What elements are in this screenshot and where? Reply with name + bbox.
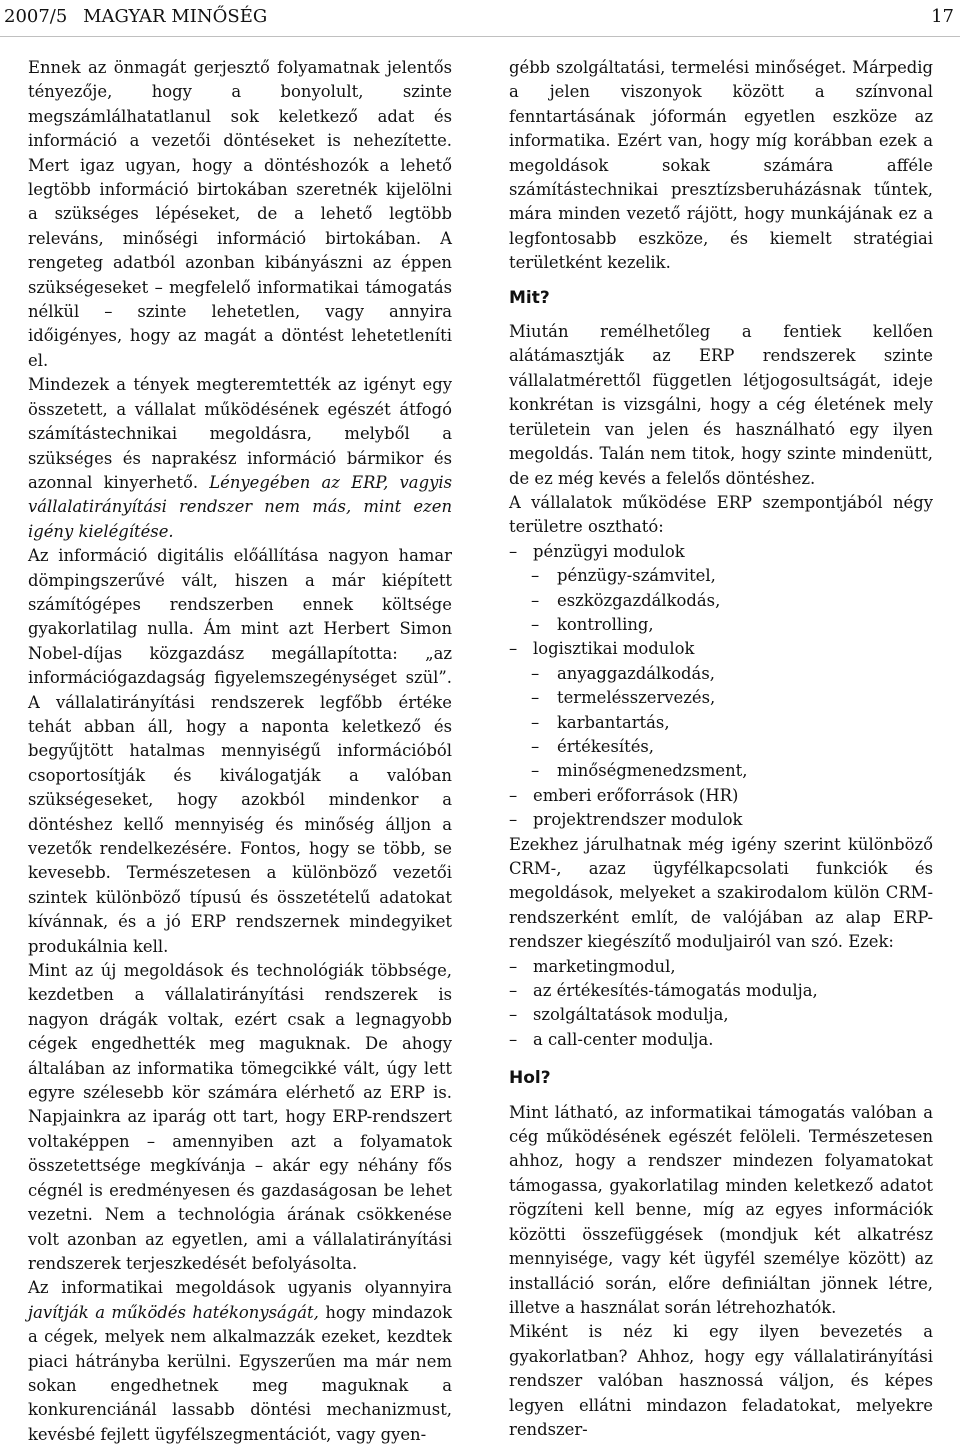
left-paragraph-2-emphasis: Lényegében az ERP, vagyis vállalatirányítási rendszer nem más, mint ezen igény kielégítése. [28, 472, 452, 541]
list-item [509, 564, 933, 588]
list-dash: – [531, 761, 540, 781]
list-dash: – [509, 956, 518, 976]
list-item [509, 979, 933, 1003]
list-item [509, 1003, 933, 1027]
heading-mit: Mit? [509, 287, 550, 308]
list-item [509, 1028, 933, 1052]
list-item-text: pénzügy-számvitel, [557, 566, 716, 586]
list-item [509, 955, 933, 979]
right-paragraph-4: Ezekhez járulhatnak még igény szerint különböző CRM-, azaz ügyfélkapcsolati funkciók és megoldások, melyeket a szakirodalom külön CRM-rendszerként említ, de valójában az alap ERP-rendszer kiegészítő moduljairól van szó. Ezek: [509, 834, 933, 952]
list-item-text: anyaggazdálkodás, [557, 663, 715, 683]
left-column [28, 56, 452, 1447]
left-paragraph-5-text-c: hogy mindazok a cégek, melyek nem alkalmazzák ezeket, kezdtek piaci hátrányba kerülni. Egyszerűen ma már nem sokan engedhetnek meg maguknak a konkurenciánál lassabb döntési mechanizmust, kevésbé fejlett ügyfélszegmentációt, vagy gyen- [28, 1302, 452, 1444]
list-dash: – [531, 566, 540, 586]
list-item [509, 735, 933, 759]
heading-hol: Hol? [509, 1068, 551, 1089]
list-item [509, 759, 933, 783]
list-item-text: karbantartás, [557, 712, 670, 732]
right-paragraph-1: gébb szolgáltatási, termelési minőséget. Márpedig a jelen viszonyok között a színvonal fenntartásának jóformán egyetlen eszköze az informatika. Ezért van, hogy míg korábban ezek a megoldások sokak számára afféle számítástechnikai presztízsberuházásnak tűntek, mára minden vezető rájött, hogy munkájának ez a legfontosabb eszköze, és kiemelt stratégiai területként kezelik. [509, 58, 933, 273]
list-item-text: eszközgazdálkodás, [557, 590, 721, 610]
left-paragraph-4: Mint az új megoldások és technológiák többsége, kezdetben a vállalatirányítási rendszerek is nagyon drágák voltak, ezért csak a legnagyobb cégek engedhették meg maguknak. De ahogy általában az informatika tömegcikké vált, úgy lett egyre szélesebb kör számára elérhető az ERP is. Napjainkra az iparág ott tart, hogy ERP-rendszert voltaképpen – amennyiben azt a folyamatok összetettsége megkívánja – akár egy néhány fős cégnél is eredményesen és gazdaságosan be lehet vezetni. Nem a technológia árának csökkenése volt azonban az egyetlen, ami a vállalatirányítási rendszerek terjeszkedését befolyásolta. [28, 961, 452, 1273]
erp-areas-list [509, 540, 933, 833]
left-paragraph-3: Az információ digitális előállítása nagyon hamar dömpingszerűvé vált, hiszen a már kiépített számítógépes rendszerben ennek költsége gyakorlatilag nulla. Ám mint azt Herbert Simon Nobel-díjas közgazdász megállapította: „az információgazdagság figyelemszegénységet szül”. A vállalatirányítási rendszerek legfőbb értéke tehát abban áll, hogy a naponta keletkező és begyűjtött hatalmas mennyiségű információból csoportosítják és kiválogatják a valóban szükségeseket, hogy azokból mindenkor a döntéshez kellő mennyiség és minőség álljon a vezetők rendelkezésére. Fontos, hogy se több, se kevesebb. Természetesen a különböző vezetői szintek különböző típusú és összetételű adatokat kívánnak, és a jó ERP rendszernek mindegyiket produkálnia kell. [28, 546, 452, 956]
left-paragraph-5-emphasis: javítják a működés hatékonyságát, [28, 1302, 319, 1322]
list-item [509, 613, 933, 637]
list-dash: – [509, 541, 518, 561]
list-dash: – [531, 736, 540, 756]
right-paragraph-3: A vállalatok működése ERP szempontjából négy területre osztható: [509, 492, 933, 537]
header-journal: MAGYAR MINŐSÉG [83, 6, 268, 27]
right-paragraph-2: Miután remélhetőleg a fentiek kellően alátámasztják az ERP rendszerek szinte vállalatmérettől független létjogosultságát, ideje konkrétan is vizsgálni, hogy a cég életének mely területein van jelen és használható egy ilyen megoldás. Talán nem titok, hogy szinte mindenütt, de ez még kevés a felelős döntéshez. [509, 322, 933, 488]
list-item [509, 784, 933, 808]
list-dash: – [509, 981, 518, 1001]
list-item-text: projektrendszer modulok [533, 810, 743, 830]
crm-modules-list [509, 955, 933, 1053]
right-paragraph-6: Miként is néz ki egy ilyen bevezetés a gyakorlatban? Ahhoz, hogy egy vállalatirányítási rendszer valóban hasznossá váljon, és képes legyen ellátni mindazon feladatokat, melyekre rendszer- [509, 1322, 933, 1439]
list-dash: – [509, 639, 518, 659]
list-item [509, 711, 933, 735]
left-paragraph-1: Ennek az önmagát gerjesztő folyamatnak jelentős tényezője, hogy a bonyolult, szinte megszámlálhatatlanul sok keletkező adat és információ a vezetői döntéseket is nehezítette. Mert igaz ugyan, hogy a döntéshozók a lehető legtöbb információ birtokában szeretnék kijelölni a szükséges lépéseket, de a lehető legtöbb releváns, minőségi információ birtokában. A rengeteg adatból azonban kibányászni az éppen szükségeseket – megfelelő informatikai támogatás nélkül – szinte lehetetlen, vagy annyira időigényes, hogy az magát a döntést lehetetleníti el. [28, 58, 452, 370]
list-item-text: az értékesítés-támogatás modulja, [533, 981, 818, 1001]
left-paragraph-5-text-a: Az informatikai megoldások ugyanis olyannyira [28, 1278, 452, 1298]
header-issue-title [4, 6, 267, 27]
list-item-text: értékesítés, [557, 736, 655, 756]
left-paragraph-2-text: Mindezek a tények megteremtették az igényt egy összetett, a vállalat működésének egészét átfogó számítástechnikai megoldásra, melyből a szükséges és naprakész információ bármikor és azonnal kinyerhető. [28, 375, 452, 492]
list-dash: – [531, 663, 540, 683]
list-item [509, 540, 933, 564]
list-item [509, 686, 933, 710]
header-page-number: 17 [931, 6, 954, 27]
list-dash: – [509, 810, 518, 830]
list-dash: – [531, 712, 540, 732]
left-paragraph-2 [28, 373, 452, 544]
right-paragraph-5: Mint látható, az informatikai támogatás valóban a cég működésének egészét felöleli. Természetesen ahhoz, hogy a rendszer mindezen folyamatokat támogassa, gyakorlatilag minden keletkező adatot rögzíteni kell benne, míg az egyes információk közötti összefüggések (mondjuk két alkatrész mennyisége, vagy két ügyfél személye között) az installáció során, előre definiáltan jönnek létre, illetve a használat során létrehozhatók. [509, 1102, 933, 1317]
left-paragraph-5 [28, 1276, 452, 1447]
list-dash: – [531, 688, 540, 708]
list-item-text: marketingmodul, [533, 956, 676, 976]
list-item-text: a call-center modulja. [533, 1029, 714, 1049]
list-item-text: kontrolling, [557, 614, 654, 634]
list-item-text: emberi erőforrások (HR) [533, 785, 739, 805]
list-dash: – [531, 590, 540, 610]
list-item [509, 662, 933, 686]
list-item-text: szolgáltatások modulja, [533, 1005, 729, 1025]
list-item-text: termelésszervezés, [557, 688, 716, 708]
header-issue: 2007/5 [4, 6, 68, 27]
list-dash: – [509, 1029, 518, 1049]
list-item [509, 808, 933, 832]
list-dash: – [509, 1005, 518, 1025]
header-rule [0, 36, 960, 37]
list-item-text: minőségmenedzsment, [557, 761, 748, 781]
list-item-text: logisztikai modulok [533, 639, 695, 659]
list-item [509, 637, 933, 661]
right-column [509, 56, 933, 1442]
list-dash: – [509, 785, 518, 805]
page-header [0, 0, 960, 36]
list-dash: – [531, 614, 540, 634]
list-item-text: pénzügyi modulok [533, 541, 685, 561]
list-item [509, 589, 933, 613]
